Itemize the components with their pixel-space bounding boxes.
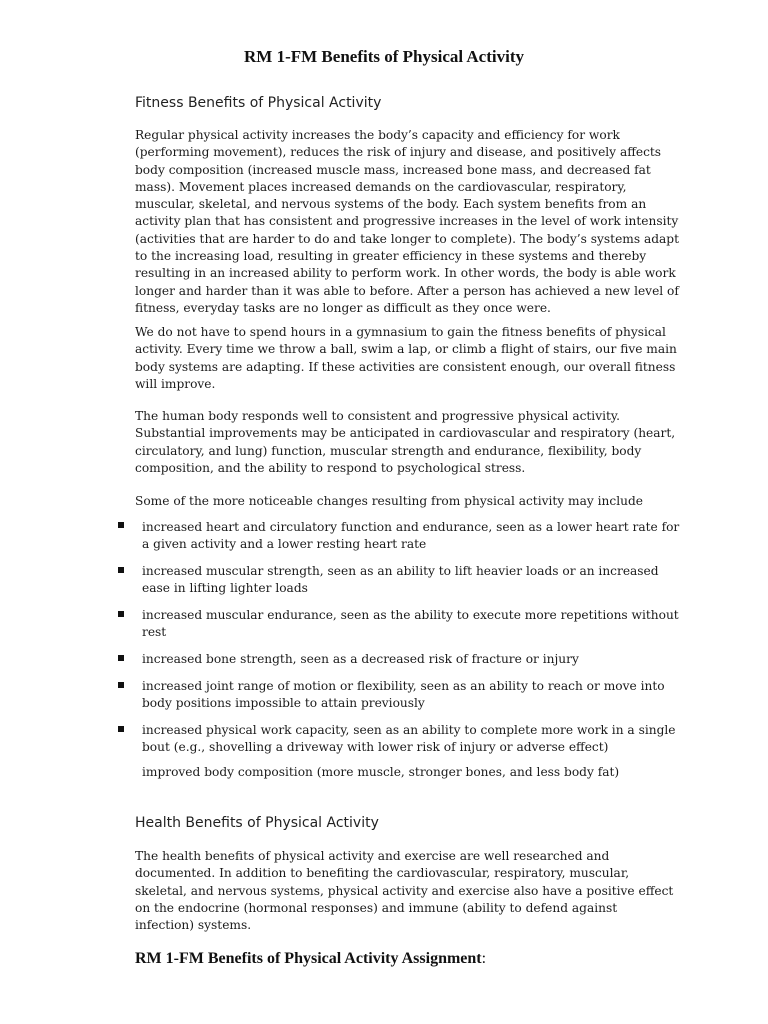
paragraph-regular-activity: Regular physical activity increases the body’s capacity and efficiency for work (performing movement), reduces the risk of injury and disease, and positively affects body composition (increased muscle mass, increased bone mass, and decreased fat mass). Movement places increased demands on the cardiovascular, respiratory, muscular, skeletal, and nervous systems of the body. Each system benefits from an activity plan that has consistent and progressive increases in the level of work intensity (activities that are harder to do and take longer to complete). The body’s systems adapt to the increasing load, resulting in greater efficiency in these systems and thereby resulting in an increased ability to perform work. In other words, the body is able work longer and harder than it was able to before. After a person has achieved a new level of fitness, everyday tasks are no longer as difficult as they once were. (135, 128, 679, 315)
list-item-body-composition: improved body composition (more muscle, stronger bones, and less body fat) (142, 765, 620, 779)
list-item: increased heart and circulatory function and endurance, seen as a lower heart rate for a given activity and a lower resting heart rate (142, 520, 680, 552)
list-item: increased bone strength, seen as a decreased risk of fracture or injury (142, 652, 579, 666)
bullet-marker (118, 611, 124, 617)
bullet-marker (118, 726, 124, 732)
bullet-marker (118, 522, 124, 528)
document-title: RM 1-FM Benefits of Physical Activity (244, 47, 524, 66)
list-item: increased muscular endurance, seen as the ability to execute more repetitions without rest (142, 608, 679, 640)
list-item: increased joint range of motion or flexibility, seen as an ability to reach or move into body positions impossible to attain previously (142, 679, 665, 711)
paragraph-gymnasium: We do not have to spend hours in a gymnasium to gain the fitness benefits of physical activity. Every time we throw a ball, swim a lap, or climb a flight of stairs, our five main body systems are adapting. If these activities are consistent enough, our overall fitness will improve. (135, 325, 677, 391)
paragraph-human-body: The human body responds well to consistent and progressive physical activity. Substantial improvements may be anticipated in cardiovascular and respiratory (heart, circulatory, and lung) function, muscular strength and endurance, flexibility, body composition, and the ability to respond to psychological stress. (135, 409, 676, 475)
assignment-heading (135, 950, 486, 968)
list-item: increased muscular strength, seen as an ability to lift heavier loads or an increased ease in lifting lighter loads (142, 564, 659, 596)
paragraph-noticeable-changes: Some of the more noticeable changes resulting from physical activity may include (135, 494, 643, 508)
health-benefits-heading: Health Benefits of Physical Activity (135, 815, 379, 831)
assignment-heading-colon: : (481, 950, 487, 967)
bullet-marker (118, 567, 124, 573)
list-item: increased physical work capacity, seen as an ability to complete more work in a single bout (e.g., shovelling a driveway with lower risk of injury or adverse effect) (142, 723, 676, 755)
fitness-benefits-heading: Fitness Benefits of Physical Activity (135, 95, 382, 111)
paragraph-health-benefits: The health benefits of physical activity and exercise are well researched and documented. In addition to benefiting the cardiovascular, respiratory, muscular, skeletal, and nervous systems, physical activity and exercise also have a positive effect on the endocrine (hormonal responses) and immune (ability to defend against infection) systems. (135, 849, 674, 933)
bullet-marker (118, 682, 124, 688)
assignment-heading-text: RM 1-FM Benefits of Physical Activity Assignment (135, 950, 482, 967)
bullet-marker (118, 655, 124, 661)
